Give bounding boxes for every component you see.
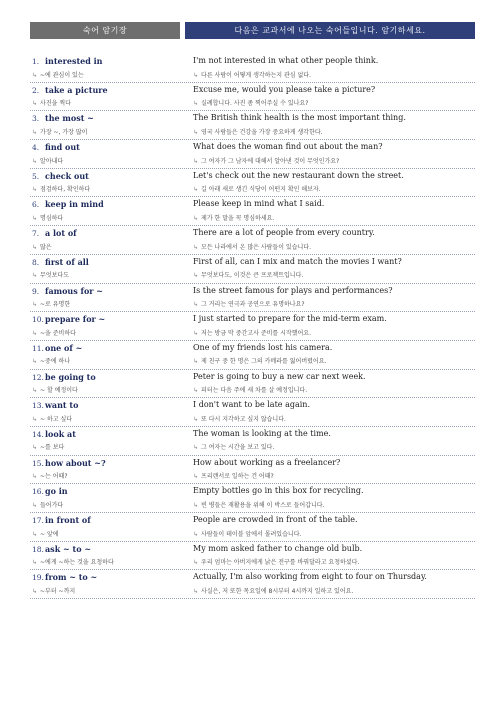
arrow-icon: ↳ xyxy=(32,243,38,251)
sentence-translation xyxy=(193,213,274,222)
meaning-text: 들어가다 xyxy=(40,501,64,509)
item-number: 13. xyxy=(32,401,44,411)
translation-text: 제가 한 말을 꼭 명심하세요. xyxy=(201,214,275,222)
arrow-icon: ↳ xyxy=(32,272,38,280)
arrow-icon: ↳ xyxy=(193,128,199,136)
header-bar xyxy=(30,22,475,39)
list-item xyxy=(30,169,475,198)
list-item xyxy=(30,484,475,513)
idiom-term: how about ~? xyxy=(45,457,106,468)
idiom-meaning xyxy=(32,471,68,480)
example-sentence: Excuse me, would you please take a picture? xyxy=(193,84,376,94)
arrow-icon: ↳ xyxy=(32,559,38,567)
meaning-text: 가장 ~, 가장 많이 xyxy=(40,128,88,136)
idiom-meaning xyxy=(32,156,63,165)
idiom-term: from ~ to ~ xyxy=(45,572,98,583)
idiom-meaning xyxy=(32,328,76,337)
arrow-icon: ↳ xyxy=(193,501,199,509)
arrow-icon: ↳ xyxy=(193,387,199,395)
example-sentence: First of all, can I mix and match the movies I want? xyxy=(193,256,402,266)
list-item xyxy=(30,83,475,112)
arrow-icon: ↳ xyxy=(32,301,38,308)
meaning-text: ~중에 하나 xyxy=(40,358,71,366)
item-number: 9. xyxy=(32,286,40,296)
arrow-icon: ↳ xyxy=(193,186,199,194)
list-item xyxy=(30,255,475,284)
idiom-term: check out xyxy=(45,170,89,181)
sentence-translation xyxy=(193,184,321,193)
list-item xyxy=(30,570,475,599)
arrow-icon: ↳ xyxy=(193,71,199,79)
list-item xyxy=(30,226,475,255)
arrow-icon: ↳ xyxy=(193,157,199,165)
meaning-text: ~을 준비하다 xyxy=(40,329,76,337)
arrow-icon: ↳ xyxy=(32,501,38,509)
idiom-meaning xyxy=(32,414,72,423)
translation-text: 피터는 다음 주에 새 차를 살 예정입니다. xyxy=(201,387,308,395)
arrow-icon: ↳ xyxy=(32,329,38,337)
example-sentence: Empty bottles go in this box for recycling. xyxy=(193,486,364,496)
item-number: 12. xyxy=(32,372,44,382)
meaning-text: ~ 할 예정이다 xyxy=(40,387,78,395)
item-number: 10. xyxy=(32,315,44,325)
arrow-icon: ↳ xyxy=(193,329,199,337)
meaning-text: ~ 하고 싶다 xyxy=(40,415,73,423)
idiom-meaning xyxy=(32,500,63,509)
idiom-meaning xyxy=(32,98,71,107)
arrow-icon: ↳ xyxy=(193,243,199,251)
idiom-term: want to xyxy=(45,400,79,411)
sentence-translation xyxy=(193,356,326,365)
idiom-meaning xyxy=(32,299,70,308)
arrow-icon: ↳ xyxy=(32,415,38,423)
example-sentence: I'm not interested in what other people think. xyxy=(193,56,379,65)
meaning-text: 사진을 찍다 xyxy=(40,100,71,108)
arrow-icon: ↳ xyxy=(32,358,38,366)
item-number: 7. xyxy=(32,229,40,239)
meaning-text: 알아내다 xyxy=(40,157,64,165)
meaning-text: ~에게 ~하는 것을 요청하다 xyxy=(40,559,114,567)
arrow-icon: ↳ xyxy=(32,214,38,222)
idiom-meaning xyxy=(32,270,69,279)
sentence-translation xyxy=(193,127,323,136)
idiom-list xyxy=(30,54,475,599)
sentence-translation xyxy=(193,442,274,451)
translation-text: 그 거리는 연극과 공연으로 유명하나요? xyxy=(201,301,305,308)
header-title-left: 숙어 암기장 xyxy=(30,22,180,39)
arrow-icon: ↳ xyxy=(32,444,38,452)
sentence-translation xyxy=(193,242,311,251)
example-sentence: Peter is going to buy a new car next week. xyxy=(193,371,366,381)
translation-text: 길 아래 새로 생긴 식당이 어떤지 확인 해보자. xyxy=(201,186,321,194)
idiom-meaning xyxy=(32,442,64,451)
sentence-translation xyxy=(193,586,353,595)
meaning-text: 명심하다 xyxy=(40,214,64,222)
translation-text: 저는 방금 막 중간고사 준비를 시작했어요. xyxy=(201,329,312,337)
sentence-translation xyxy=(193,299,305,308)
example-sentence: Is the street famous for plays and performances? xyxy=(193,285,393,295)
translation-text: 사람들이 테이블 앞에서 몰려있습니다. xyxy=(201,530,302,538)
idiom-term: look at xyxy=(45,428,76,439)
arrow-icon: ↳ xyxy=(32,387,38,395)
list-item xyxy=(30,456,475,485)
arrow-icon: ↳ xyxy=(32,100,38,108)
arrow-icon: ↳ xyxy=(32,71,38,79)
idiom-term: be going to xyxy=(45,371,96,382)
item-number: 2. xyxy=(32,85,40,95)
item-number: 3. xyxy=(32,114,40,124)
idiom-term: find out xyxy=(45,142,80,153)
list-item xyxy=(30,111,475,140)
item-number: 4. xyxy=(32,143,40,153)
header-title-right: 다음은 교과서에 나오는 숙어들입니다. 암기하세요. xyxy=(185,22,475,39)
meaning-text: ~에 관심이 있는 xyxy=(40,71,84,79)
arrow-icon: ↳ xyxy=(32,587,38,595)
sentence-translation xyxy=(193,471,274,480)
translation-text: 다른 사람이 어떻게 생각하는지 관심 없다. xyxy=(201,71,312,79)
translation-text: 영국 사람들은 건강을 가장 중요하게 생각한다. xyxy=(201,128,323,136)
idiom-term: a lot of xyxy=(45,228,77,239)
translation-text: 그 여자는 시간을 보고 있다. xyxy=(201,444,275,452)
translation-text: 우리 엄마는 아버지에게 낡은 전구를 바꿔달라고 요청하셨다. xyxy=(201,559,360,567)
example-sentence: I just started to prepare for the mid-term exam. xyxy=(193,314,387,324)
sentence-translation xyxy=(193,529,301,538)
idiom-term: interested in xyxy=(45,56,103,66)
translation-text: 무엇보다도, 이것은 큰 프로젝트입니다. xyxy=(201,272,304,280)
example-sentence: Actually, I'm also working from eight to four on Thursday. xyxy=(193,572,427,582)
translation-text: 그 여자가 그 남자에 대해서 알아낸 것이 무엇인가요? xyxy=(201,157,340,165)
example-sentence: The woman is looking at the time. xyxy=(193,428,331,438)
list-item xyxy=(30,54,475,83)
idiom-meaning xyxy=(32,356,70,365)
list-item xyxy=(30,197,475,226)
translation-text: 프리랜서로 일하는 건 어때? xyxy=(201,473,274,481)
item-number: 19. xyxy=(32,573,44,583)
arrow-icon: ↳ xyxy=(193,301,199,308)
arrow-icon: ↳ xyxy=(193,415,199,423)
arrow-icon: ↳ xyxy=(193,214,199,222)
arrow-icon: ↳ xyxy=(193,358,199,366)
example-sentence: Let's check out the new restaurant down the street. xyxy=(193,170,404,180)
meaning-text: 점검하다, 확인하다 xyxy=(40,186,91,194)
example-sentence: One of my friends lost his camera. xyxy=(193,342,333,352)
idiom-term: first of all xyxy=(45,256,89,267)
translation-text: 빈 병들은 재활용을 위해 이 박스로 들어갑니다. xyxy=(201,501,325,509)
idiom-meaning xyxy=(32,242,52,251)
example-sentence: What does the woman find out about the man? xyxy=(193,142,383,152)
sentence-translation xyxy=(193,385,307,394)
item-number: 15. xyxy=(32,458,44,468)
list-item xyxy=(30,341,475,370)
item-number: 11. xyxy=(32,343,44,353)
meaning-text: 무엇보다도 xyxy=(40,272,70,280)
arrow-icon: ↳ xyxy=(193,473,199,481)
sentence-translation xyxy=(193,328,311,337)
arrow-icon: ↳ xyxy=(193,530,199,538)
item-number: 1. xyxy=(32,57,40,66)
idiom-term: prepare for ~ xyxy=(45,314,106,325)
idiom-term: the most ~ xyxy=(45,113,94,124)
meaning-text: ~를 보다 xyxy=(40,444,65,452)
item-number: 8. xyxy=(32,257,40,267)
example-sentence: There are a lot of people from every country. xyxy=(193,228,375,238)
sentence-translation xyxy=(193,156,339,165)
example-sentence: How about working as a freelancer? xyxy=(193,457,341,467)
arrow-icon: ↳ xyxy=(193,587,199,595)
translation-text: 제 친구 중 한 명은 그의 카메라를 잃어버렸어요. xyxy=(201,358,327,366)
list-item xyxy=(30,140,475,169)
translation-text: 실례합니다. 사진 좀 찍어주실 수 있나요? xyxy=(201,100,309,108)
list-item xyxy=(30,284,475,313)
arrow-icon: ↳ xyxy=(193,272,199,280)
example-sentence: People are crowded in front of the table. xyxy=(193,515,358,524)
sentence-translation xyxy=(193,70,311,79)
idiom-meaning xyxy=(32,184,90,193)
sentence-translation xyxy=(193,270,303,279)
idiom-term: keep in mind xyxy=(45,199,104,210)
example-sentence: The British think health is the most important thing. xyxy=(193,113,406,123)
idiom-term: famous for ~ xyxy=(45,285,104,296)
example-sentence: My mom asked father to change old bulb. xyxy=(193,543,363,553)
list-item xyxy=(30,398,475,427)
arrow-icon: ↳ xyxy=(193,444,199,452)
idiom-term: in front of xyxy=(45,515,91,525)
list-item xyxy=(30,513,475,542)
arrow-icon: ↳ xyxy=(193,559,199,567)
arrow-icon: ↳ xyxy=(32,530,38,538)
idiom-term: ask ~ to ~ xyxy=(45,543,92,554)
sentence-translation xyxy=(193,557,359,566)
sentence-translation xyxy=(193,98,308,107)
idiom-meaning xyxy=(32,557,114,566)
arrow-icon: ↳ xyxy=(32,473,38,481)
meaning-text: ~로 유명한 xyxy=(40,301,71,308)
meaning-text: 많은 xyxy=(40,243,52,251)
arrow-icon: ↳ xyxy=(32,157,38,165)
idiom-meaning xyxy=(32,529,59,538)
meaning-text: ~부터 ~까지 xyxy=(40,587,76,595)
translation-text: 사실은, 저 또한 목요일에 8시부터 4시까지 일하고 있어요. xyxy=(201,587,354,595)
idiom-term: take a picture xyxy=(45,84,108,95)
item-number: 16. xyxy=(32,487,44,497)
list-item xyxy=(30,427,475,456)
item-number: 14. xyxy=(32,429,44,439)
list-item xyxy=(30,370,475,399)
sentence-translation xyxy=(193,500,325,509)
idiom-meaning xyxy=(32,127,87,136)
arrow-icon: ↳ xyxy=(32,128,38,136)
example-sentence: I don't want to be late again. xyxy=(193,400,310,410)
list-item xyxy=(30,312,475,341)
sentence-translation xyxy=(193,414,286,423)
arrow-icon: ↳ xyxy=(193,100,199,108)
item-number: 17. xyxy=(32,516,44,525)
item-number: 18. xyxy=(32,544,44,554)
translation-text: 또 다시 지각하고 싶지 않습니다. xyxy=(201,415,286,423)
idiom-meaning xyxy=(32,586,75,595)
translation-text: 모든 나라에서 온 많은 사람들이 있습니다. xyxy=(201,243,312,251)
meaning-text: ~ 앞에 xyxy=(40,530,59,538)
list-item xyxy=(30,542,475,571)
idiom-meaning xyxy=(32,70,84,79)
idiom-term: go in xyxy=(45,486,68,497)
idiom-meaning xyxy=(32,385,78,394)
item-number: 5. xyxy=(32,171,40,181)
example-sentence: Please keep in mind what I said. xyxy=(193,199,325,209)
idiom-term: one of ~ xyxy=(45,342,83,353)
idiom-meaning xyxy=(32,213,63,222)
item-number: 6. xyxy=(32,200,40,210)
arrow-icon: ↳ xyxy=(32,186,38,194)
meaning-text: ~는 어때? xyxy=(40,473,68,481)
